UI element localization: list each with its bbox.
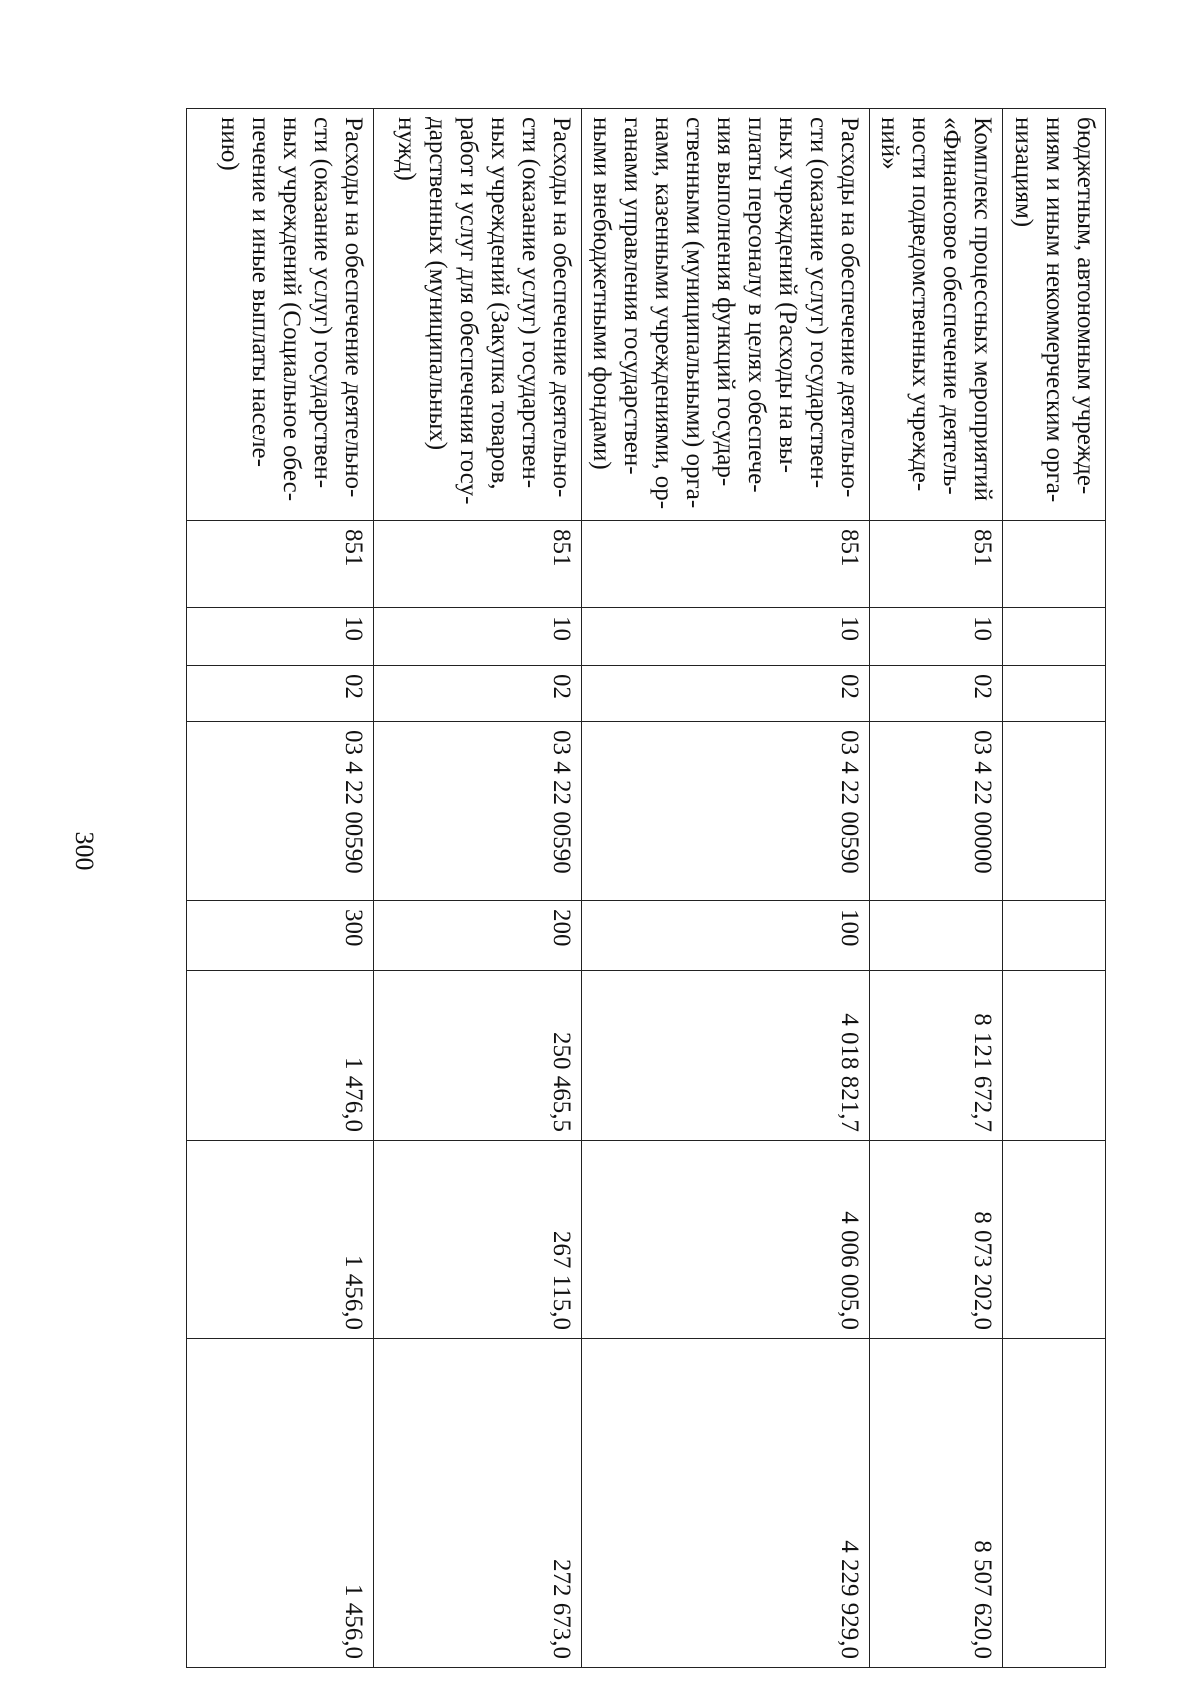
amount-year-3: 4 229 929,0 [582, 1339, 870, 1668]
grbs-code: 851 [582, 521, 870, 608]
budget-table [186, 108, 1106, 1668]
amount-year-2 [1003, 1141, 1106, 1339]
expense-type-code: 100 [582, 901, 870, 971]
subsection-code: 02 [187, 666, 374, 722]
grbs-code: 851 [870, 521, 1003, 608]
amount-year-1: 8 121 672,7 [870, 971, 1003, 1141]
subsection-code [1003, 666, 1106, 722]
expense-name: Расходы на обеспечение деятельно-сти (оказание услуг) государствен-ных учреждений (Расходы на вы-платы персоналу в целях обеспече-ния выполнения функций государ-ственными (муниципальными) орга-нами, казенными учреждениями, ор-ганами управления государствен-ными внебюджетными фондами) [582, 109, 870, 521]
target-article-code: 03 4 22 00590 [187, 722, 374, 901]
amount-year-3: 1 456,0 [187, 1339, 374, 1668]
amount-year-1: 4 018 821,7 [582, 971, 870, 1141]
subsection-code: 02 [582, 666, 870, 722]
expense-name: Расходы на обеспечение деятельно-сти (оказание услуг) государствен-ных учреждений (Закупка товаров, работ и услуг для обеспечения госу-дарственных (муниципальных) нужд) [374, 109, 582, 521]
amount-year-1: 1 476,0 [187, 971, 374, 1141]
amount-year-1 [1003, 971, 1106, 1141]
table-row [1003, 109, 1106, 1668]
table-row [582, 109, 870, 1668]
grbs-code: 851 [187, 521, 374, 608]
target-article-code: 03 4 22 00590 [374, 722, 582, 901]
expense-type-code [870, 901, 1003, 971]
amount-year-3: 272 673,0 [374, 1339, 582, 1668]
expense-name: Комплекс процессных мероприятий «Финансовое обеспечение деятель-ности подведомственных учрежде-ний» [870, 109, 1003, 521]
subsection-code: 02 [870, 666, 1003, 722]
amount-year-3 [1003, 1339, 1106, 1668]
expense-name: Расходы на обеспечение деятельно-сти (оказание услуг) государствен-ных учреждений (Социальное обес-печение и иные выплаты населе-нию) [187, 109, 374, 521]
amount-year-2: 8 073 202,0 [870, 1141, 1003, 1339]
section-code: 10 [374, 608, 582, 666]
amount-year-2: 1 456,0 [187, 1141, 374, 1339]
subsection-code: 02 [374, 666, 582, 722]
amount-year-3: 8 507 620,0 [870, 1339, 1003, 1668]
expense-type-code: 200 [374, 901, 582, 971]
amount-year-2: 4 006 005,0 [582, 1141, 870, 1339]
table-row [187, 109, 374, 1668]
grbs-code [1003, 521, 1106, 608]
expense-type-code [1003, 901, 1106, 971]
expense-name: бюджетным, автономным учрежде-ниям и иным некоммерческим орга-низациям) [1003, 109, 1106, 521]
page-number: 300 [70, 831, 99, 871]
amount-year-2: 267 115,0 [374, 1141, 582, 1339]
expense-type-code: 300 [187, 901, 374, 971]
section-code: 10 [187, 608, 374, 666]
table-row [870, 109, 1003, 1668]
section-code [1003, 608, 1106, 666]
target-article-code [1003, 722, 1106, 901]
budget-table-container [206, 108, 1106, 1667]
table-row [374, 109, 582, 1668]
section-code: 10 [582, 608, 870, 666]
amount-year-1: 250 465,5 [374, 971, 582, 1141]
section-code: 10 [870, 608, 1003, 666]
grbs-code: 851 [374, 521, 582, 608]
target-article-code: 03 4 22 00590 [582, 722, 870, 901]
target-article-code: 03 4 22 00000 [870, 722, 1003, 901]
